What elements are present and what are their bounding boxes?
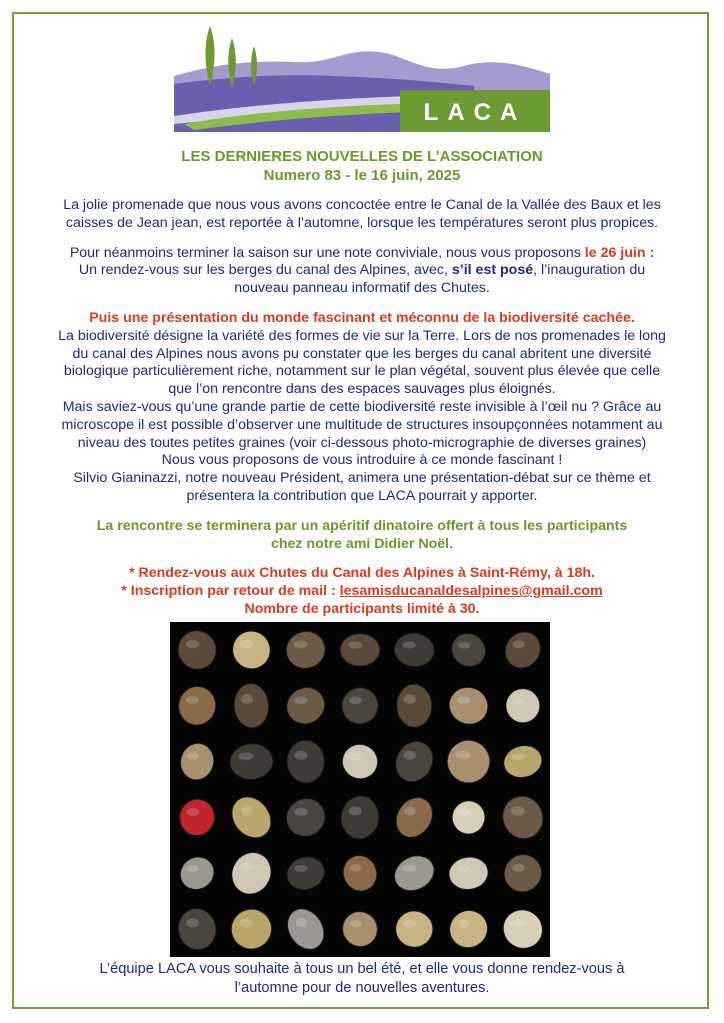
seed bbox=[395, 910, 434, 948]
newsletter-body bbox=[40, 148, 684, 619]
bio-line: du canal des Alpines nous avons pu constater que les berges du canal abritent une diversité bbox=[72, 345, 652, 362]
seed bbox=[393, 632, 436, 669]
seed bbox=[225, 846, 278, 901]
invite-line-3: nouveau panneau informatif des Chutes. bbox=[234, 280, 490, 297]
bio-line: La biodiversité désigne la variété des formes de vie sur la Terre. Lors de nos promenades le long bbox=[58, 327, 666, 344]
bio-line: microscope il est possible d’observer une multitude de structures insoupçonnées notamment au bbox=[61, 416, 663, 433]
seed bbox=[279, 791, 332, 843]
seed bbox=[174, 851, 220, 896]
seed-highlight bbox=[404, 807, 416, 816]
bio-line: Mais saviez-vous qu’une grande partie de cette biodiversité reste invisible à l’œil nu ? Grâce au bbox=[62, 398, 662, 415]
seed-highlight bbox=[239, 919, 253, 928]
seed-highlight bbox=[294, 640, 308, 648]
seed bbox=[226, 904, 277, 955]
seed bbox=[338, 850, 382, 896]
bio-line: Nous vous proposons de vous introduire à ce monde fascinant ! bbox=[161, 452, 563, 469]
seed bbox=[283, 852, 329, 894]
seed-highlight bbox=[511, 919, 525, 927]
logo-text: LACA bbox=[423, 99, 527, 126]
seed-highlight bbox=[404, 751, 416, 760]
newsletter-title: LES DERNIERES NOUVELLES DE L’ASSOCIATION bbox=[181, 148, 543, 165]
seed bbox=[498, 625, 547, 675]
seed bbox=[335, 681, 385, 731]
seed-highlight bbox=[349, 806, 362, 815]
seed-highlight bbox=[348, 642, 362, 649]
issue-line: Numero 83 - le 16 juin, 2025 bbox=[263, 166, 461, 184]
condition-text: s’il est posé bbox=[451, 262, 534, 279]
seed bbox=[339, 794, 381, 841]
seed bbox=[445, 627, 492, 673]
bio-line: présentera la contribution que LACA pourrait y apporter. bbox=[186, 487, 538, 504]
bio-line: biologique particulièrement riche, notamment sur le plan végétal, souvent plus élevée que celle bbox=[63, 363, 661, 380]
seed-highlight bbox=[511, 753, 525, 760]
intro-line-1: La jolie promenade que nous vous avons concoctée entre le Canal de la Vallée des Baux et les bbox=[63, 197, 661, 213]
seed bbox=[388, 849, 440, 897]
seed-highlight bbox=[350, 920, 362, 928]
seed bbox=[177, 740, 218, 784]
seed-highlight bbox=[240, 640, 253, 648]
event-date: le 26 juin : bbox=[584, 244, 655, 261]
seed bbox=[286, 739, 326, 784]
seed-highlight bbox=[187, 752, 199, 760]
seed bbox=[233, 682, 270, 729]
bio-line: que l’on rencontre dans des espaces sauvages plus éloignés. bbox=[168, 381, 556, 398]
seed-highlight bbox=[457, 919, 470, 927]
seed-highlight bbox=[350, 864, 362, 872]
seed-highlight bbox=[349, 753, 361, 761]
bio-line: Silvio Gianinazzi, notre nouveau Président, animera une présentation-débat sur ce thème et bbox=[73, 470, 651, 487]
seed-highlight bbox=[402, 641, 416, 648]
seed bbox=[500, 742, 545, 782]
email-link[interactable]: lesamisducanaldesalpines@gmail.com bbox=[339, 583, 603, 600]
seed-highlight bbox=[240, 862, 253, 871]
seed-highlight bbox=[457, 865, 471, 872]
seed-highlight bbox=[294, 865, 307, 872]
seed bbox=[280, 902, 331, 956]
seed-highlight bbox=[186, 640, 199, 649]
intro-line-2: caisses de Jean jean, est reportée à l’automne, lorsque les températures seront plus propices. bbox=[65, 214, 659, 231]
seed-highlight bbox=[187, 808, 199, 816]
seed-highlight bbox=[458, 642, 470, 649]
seed-highlight bbox=[294, 696, 307, 704]
seed-highlight bbox=[187, 865, 199, 872]
participant-limit: Nombre de participants limité à 30. bbox=[244, 600, 480, 617]
seed-highlight bbox=[459, 809, 470, 816]
seed bbox=[497, 847, 550, 899]
seed-highlight bbox=[186, 918, 199, 927]
closing-line-1: L’équipe LACA vous souhaite à tous un bel été, et elle vous donne rendez-vous à bbox=[99, 961, 625, 977]
seed bbox=[496, 902, 550, 955]
seed bbox=[389, 735, 440, 789]
seed bbox=[176, 795, 219, 839]
meeting-point: * Rendez-vous aux Chutes du Canal des Alpines à Saint-Rémy, à 18h. bbox=[129, 565, 595, 582]
seed bbox=[443, 904, 495, 955]
seed bbox=[505, 687, 541, 724]
seed-highlight bbox=[513, 640, 525, 648]
seed-highlight bbox=[404, 695, 416, 704]
invite-line-2: Un rendez-vous sur les berges du canal des Alpines, avec, s’il est posé, l’inauguration du bbox=[78, 262, 646, 279]
seed-highlight bbox=[513, 697, 525, 705]
seed-highlight bbox=[294, 808, 308, 816]
aperitif-line-1: La rencontre se terminera par un apéritif dinatoire offert à tous les participants bbox=[96, 517, 628, 534]
seed bbox=[174, 683, 219, 729]
seed-highlight bbox=[295, 751, 308, 760]
seed-highlight bbox=[511, 806, 525, 815]
bio-line: niveau des toutes petites graines (voir ci-dessous photo-micrographie de diverses graines) bbox=[77, 434, 647, 451]
seed-highlight bbox=[512, 864, 525, 872]
closing-line-2: l’automne pour de nouvelles aventures. bbox=[234, 980, 490, 996]
seed bbox=[444, 682, 494, 730]
seed bbox=[228, 742, 274, 781]
seed bbox=[496, 790, 549, 845]
seed bbox=[447, 854, 490, 892]
seed bbox=[338, 740, 383, 784]
seed-highlight bbox=[403, 920, 416, 928]
seed bbox=[280, 681, 331, 731]
seed bbox=[174, 905, 220, 954]
seed-highlight bbox=[402, 865, 416, 872]
seed bbox=[448, 797, 489, 838]
seed-highlight bbox=[186, 696, 199, 705]
seed-highlight bbox=[456, 750, 471, 759]
aperitif-line-2: chez notre ami Didier Noël. bbox=[270, 535, 454, 552]
seed bbox=[340, 634, 380, 666]
seed bbox=[171, 624, 223, 677]
seed-highlight bbox=[457, 696, 471, 704]
seed bbox=[441, 734, 496, 789]
seed-highlight bbox=[296, 918, 308, 927]
seed bbox=[282, 627, 330, 674]
seed-micrograph bbox=[170, 622, 550, 957]
invite-line-1: Pour néanmoins terminer la saison sur une note conviviale, nous vous proposons le 26 juin : bbox=[69, 244, 655, 261]
seed-highlight bbox=[239, 752, 254, 760]
seed bbox=[396, 684, 433, 728]
seed-highlight bbox=[349, 696, 362, 704]
seed bbox=[225, 624, 277, 676]
signup-line: * Inscription par retour de mail : lesamisducanaldesalpines@gmail.com bbox=[121, 583, 603, 600]
seed bbox=[224, 789, 279, 846]
laca-logo bbox=[174, 24, 550, 132]
closing-message bbox=[40, 960, 684, 998]
biodiversity-headline: Puis une présentation du monde fascinant et méconnu de la biodiversité cachée. bbox=[89, 309, 635, 326]
seed-highlight bbox=[241, 806, 253, 816]
seed bbox=[335, 905, 384, 954]
seed bbox=[389, 791, 440, 845]
seed-highlight bbox=[241, 694, 253, 704]
